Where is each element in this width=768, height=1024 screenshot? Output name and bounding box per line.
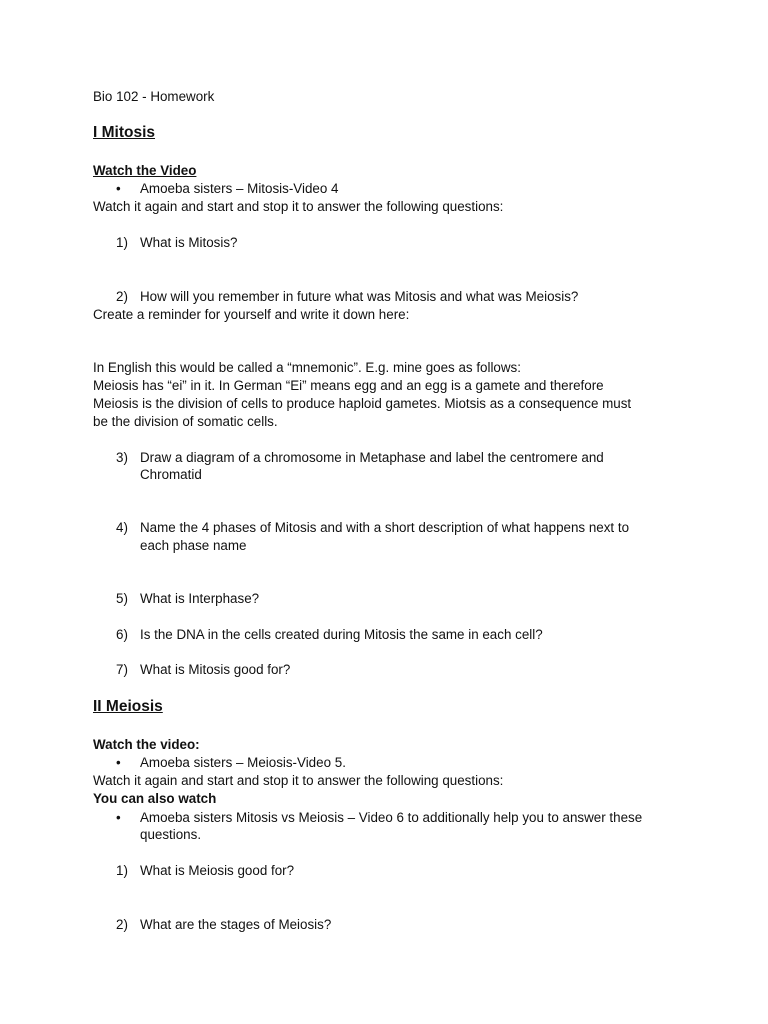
also-watch-label: You can also watch [93,791,217,806]
question-number: 2) [116,289,128,304]
question-number: 1) [116,863,128,878]
bullet-text: Amoeba sisters – Mitosis-Video 4 [140,181,339,196]
reminder-instruction: Create a reminder for yourself and write it down here: [93,307,410,322]
watch-video-label: Watch the video: [93,737,200,752]
bullet-marker: • [116,810,121,825]
question-number: 2) [116,917,128,932]
question-number: 7) [116,662,128,677]
mnemonic-line: Meiosis is the division of cells to produce haploid gametes. Miotsis as a consequence must [93,396,632,411]
bullet-text: Amoeba sisters – Meiosis-Video 5. [140,755,346,770]
question-number: 4) [116,520,128,535]
question-text-continued: each phase name [140,538,247,553]
bullet-text-continued: questions. [140,827,202,842]
question-text: Is the DNA in the cells created during Mitosis the same in each cell? [140,627,543,642]
mnemonic-line: be the division of somatic cells. [93,414,278,429]
instruction-text: Watch it again and start and stop it to answer the following questions: [93,199,504,214]
bullet-text: Amoeba sisters Mitosis vs Meiosis – Video 6 to additionally help you to answer these [140,810,643,825]
mnemonic-line: In English this would be called a “mnemonic”. E.g. mine goes as follows: [93,360,521,375]
question-text: How will you remember in future what was Mitosis and what was Meiosis? [140,289,579,304]
question-number: 5) [116,591,128,606]
question-number: 1) [116,235,128,250]
question-number: 6) [116,627,128,642]
question-text: What is Meiosis good for? [140,863,295,878]
question-text-continued: Chromatid [140,467,202,482]
question-text: Draw a diagram of a chromosome in Metaphase and label the centromere and [140,450,604,465]
section-heading-mitosis: I Mitosis [93,124,156,141]
question-text: What are the stages of Meiosis? [140,917,332,932]
question-text: Name the 4 phases of Mitosis and with a short description of what happens next to [140,520,630,535]
question-text: What is Mitosis good for? [140,662,291,677]
bullet-marker: • [116,181,121,196]
document-header: Bio 102 - Homework [93,89,215,104]
question-number: 3) [116,450,128,465]
bullet-marker: • [116,755,121,770]
question-text: What is Mitosis? [140,235,238,250]
question-text: What is Interphase? [140,591,260,606]
instruction-text: Watch it again and start and stop it to answer the following questions: [93,773,504,788]
watch-video-label: Watch the Video [93,163,197,178]
mnemonic-line: Meiosis has “ei” in it. In German “Ei” means egg and an egg is a gamete and therefore [93,378,604,393]
section-heading-meiosis: II Meiosis [93,698,163,715]
